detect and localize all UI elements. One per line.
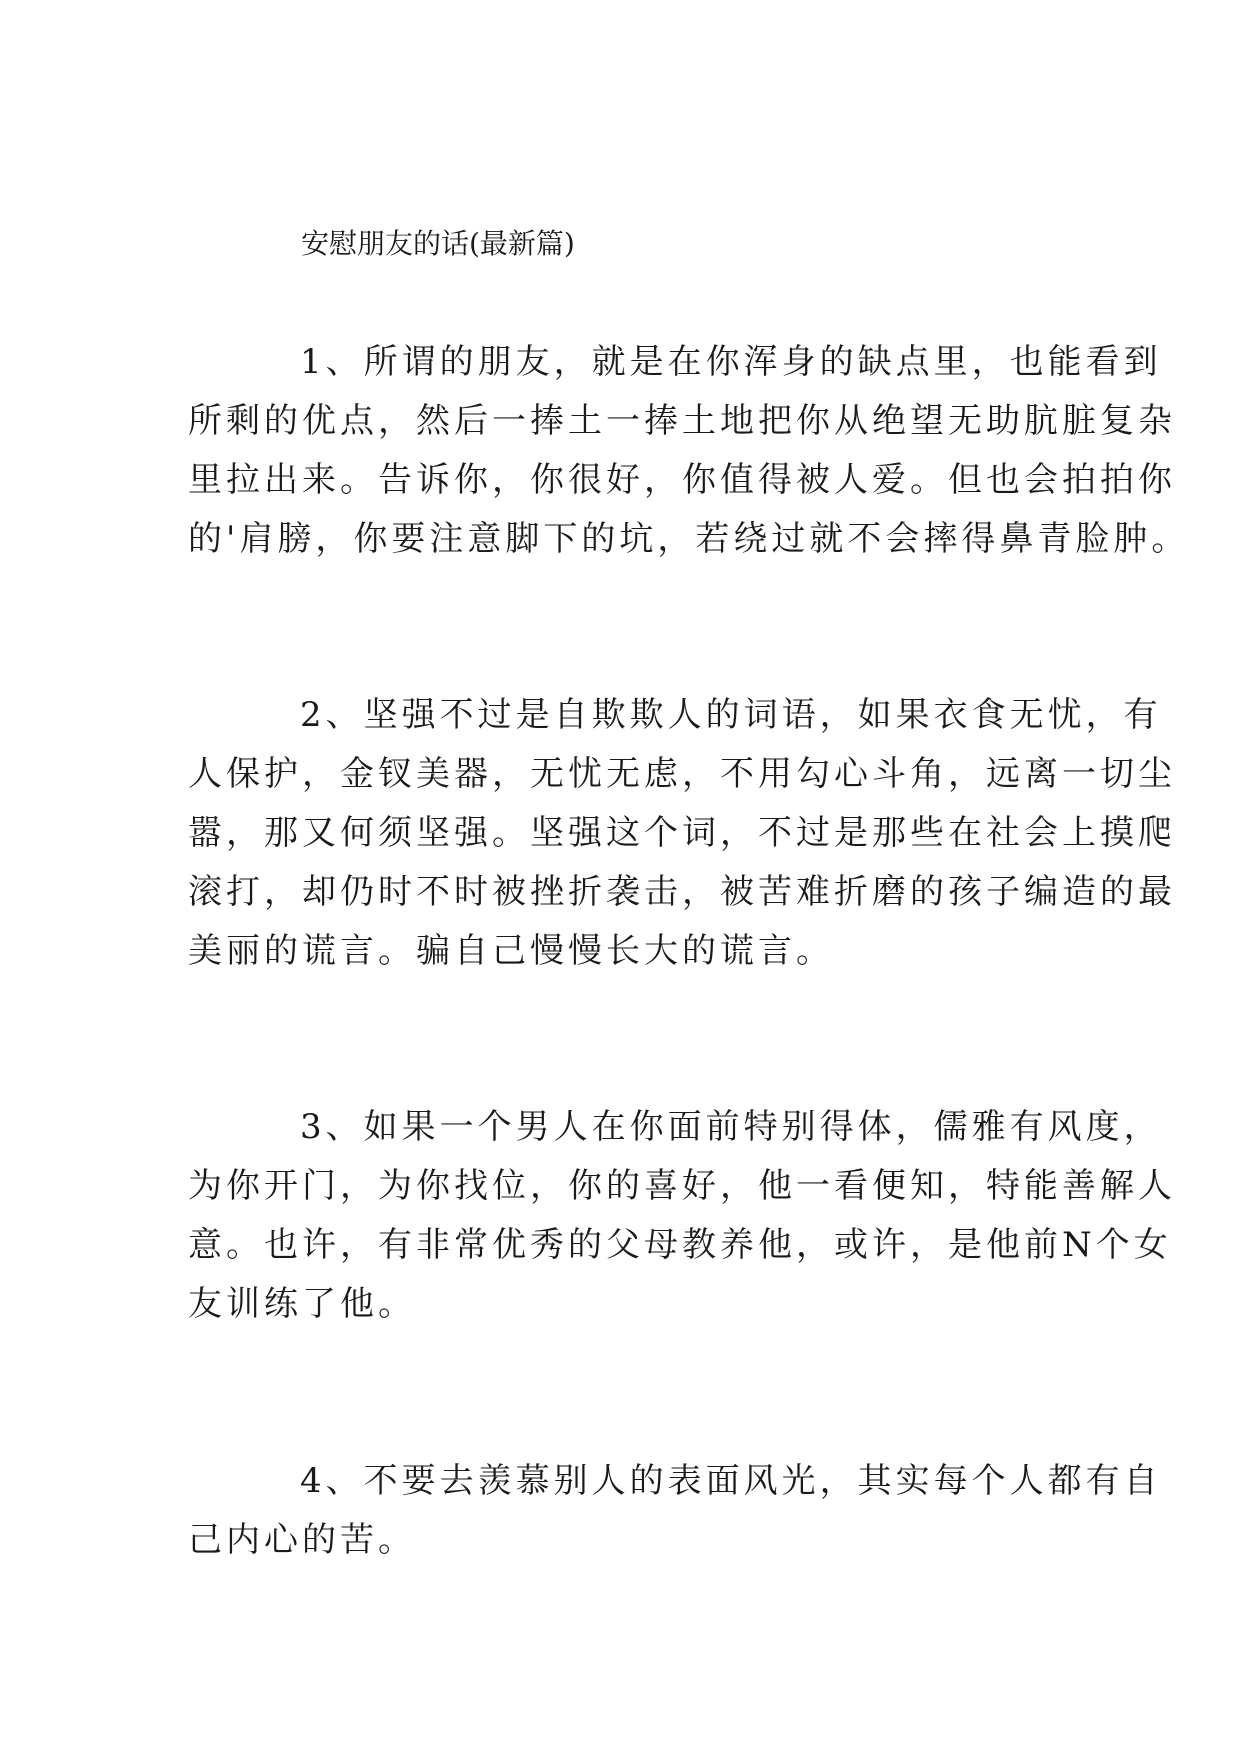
paragraph-line: 的'肩膀，你要注意脚下的坑，若绕过就不会摔得鼻青脸肿。	[188, 519, 1190, 559]
paragraph-1	[188, 333, 1189, 569]
paragraph-2	[188, 686, 1176, 981]
paragraph-line: 3、如果一个男人在你面前特别得体，儒雅有风度，	[300, 1107, 1162, 1147]
paragraph-line: 滚打，却仍时不时被挫折袭击，被苦难折磨的孩子编造的最	[188, 872, 1176, 912]
paragraph-line: 为你开门，为你找位，你的喜好，他一看便知，特能善解人	[188, 1166, 1176, 1206]
paragraph-line: 人保护，金钗美器，无忧无虑，不用勾心斗角，远离一切尘	[188, 754, 1176, 794]
paragraph-line: 嚣，那又何须坚强。坚强这个词，不过是那些在社会上摸爬	[188, 813, 1176, 853]
paragraph-line: 1、所谓的朋友，就是在你浑身的缺点里，也能看到	[300, 342, 1162, 382]
paragraph-line: 己内心的苦。	[188, 1520, 416, 1560]
paragraph-line: 4、不要去羡慕别人的表面风光，其实每个人都有自	[300, 1461, 1162, 1501]
paragraph-line: 里拉出来。告诉你，你很好，你值得被人爱。但也会拍拍你	[188, 460, 1176, 500]
paragraph-line: 美丽的谎言。骗自己慢慢长大的谎言。	[188, 931, 834, 971]
paragraph-line: 意。也许，有非常优秀的父母教养他，或许，是他前N个女	[188, 1225, 1172, 1265]
document-title: 安慰朋友的话(最新篇)	[301, 227, 575, 260]
paragraph-line: 友训练了他。	[188, 1284, 416, 1324]
paragraph-line: 所剩的优点，然后一捧土一捧土地把你从绝望无助肮脏复杂	[188, 401, 1176, 441]
paragraph-3	[188, 1098, 1176, 1334]
paragraph-line: 2、坚强不过是自欺欺人的词语，如果衣食无忧，有	[300, 695, 1162, 735]
paragraph-4	[188, 1452, 1162, 1570]
